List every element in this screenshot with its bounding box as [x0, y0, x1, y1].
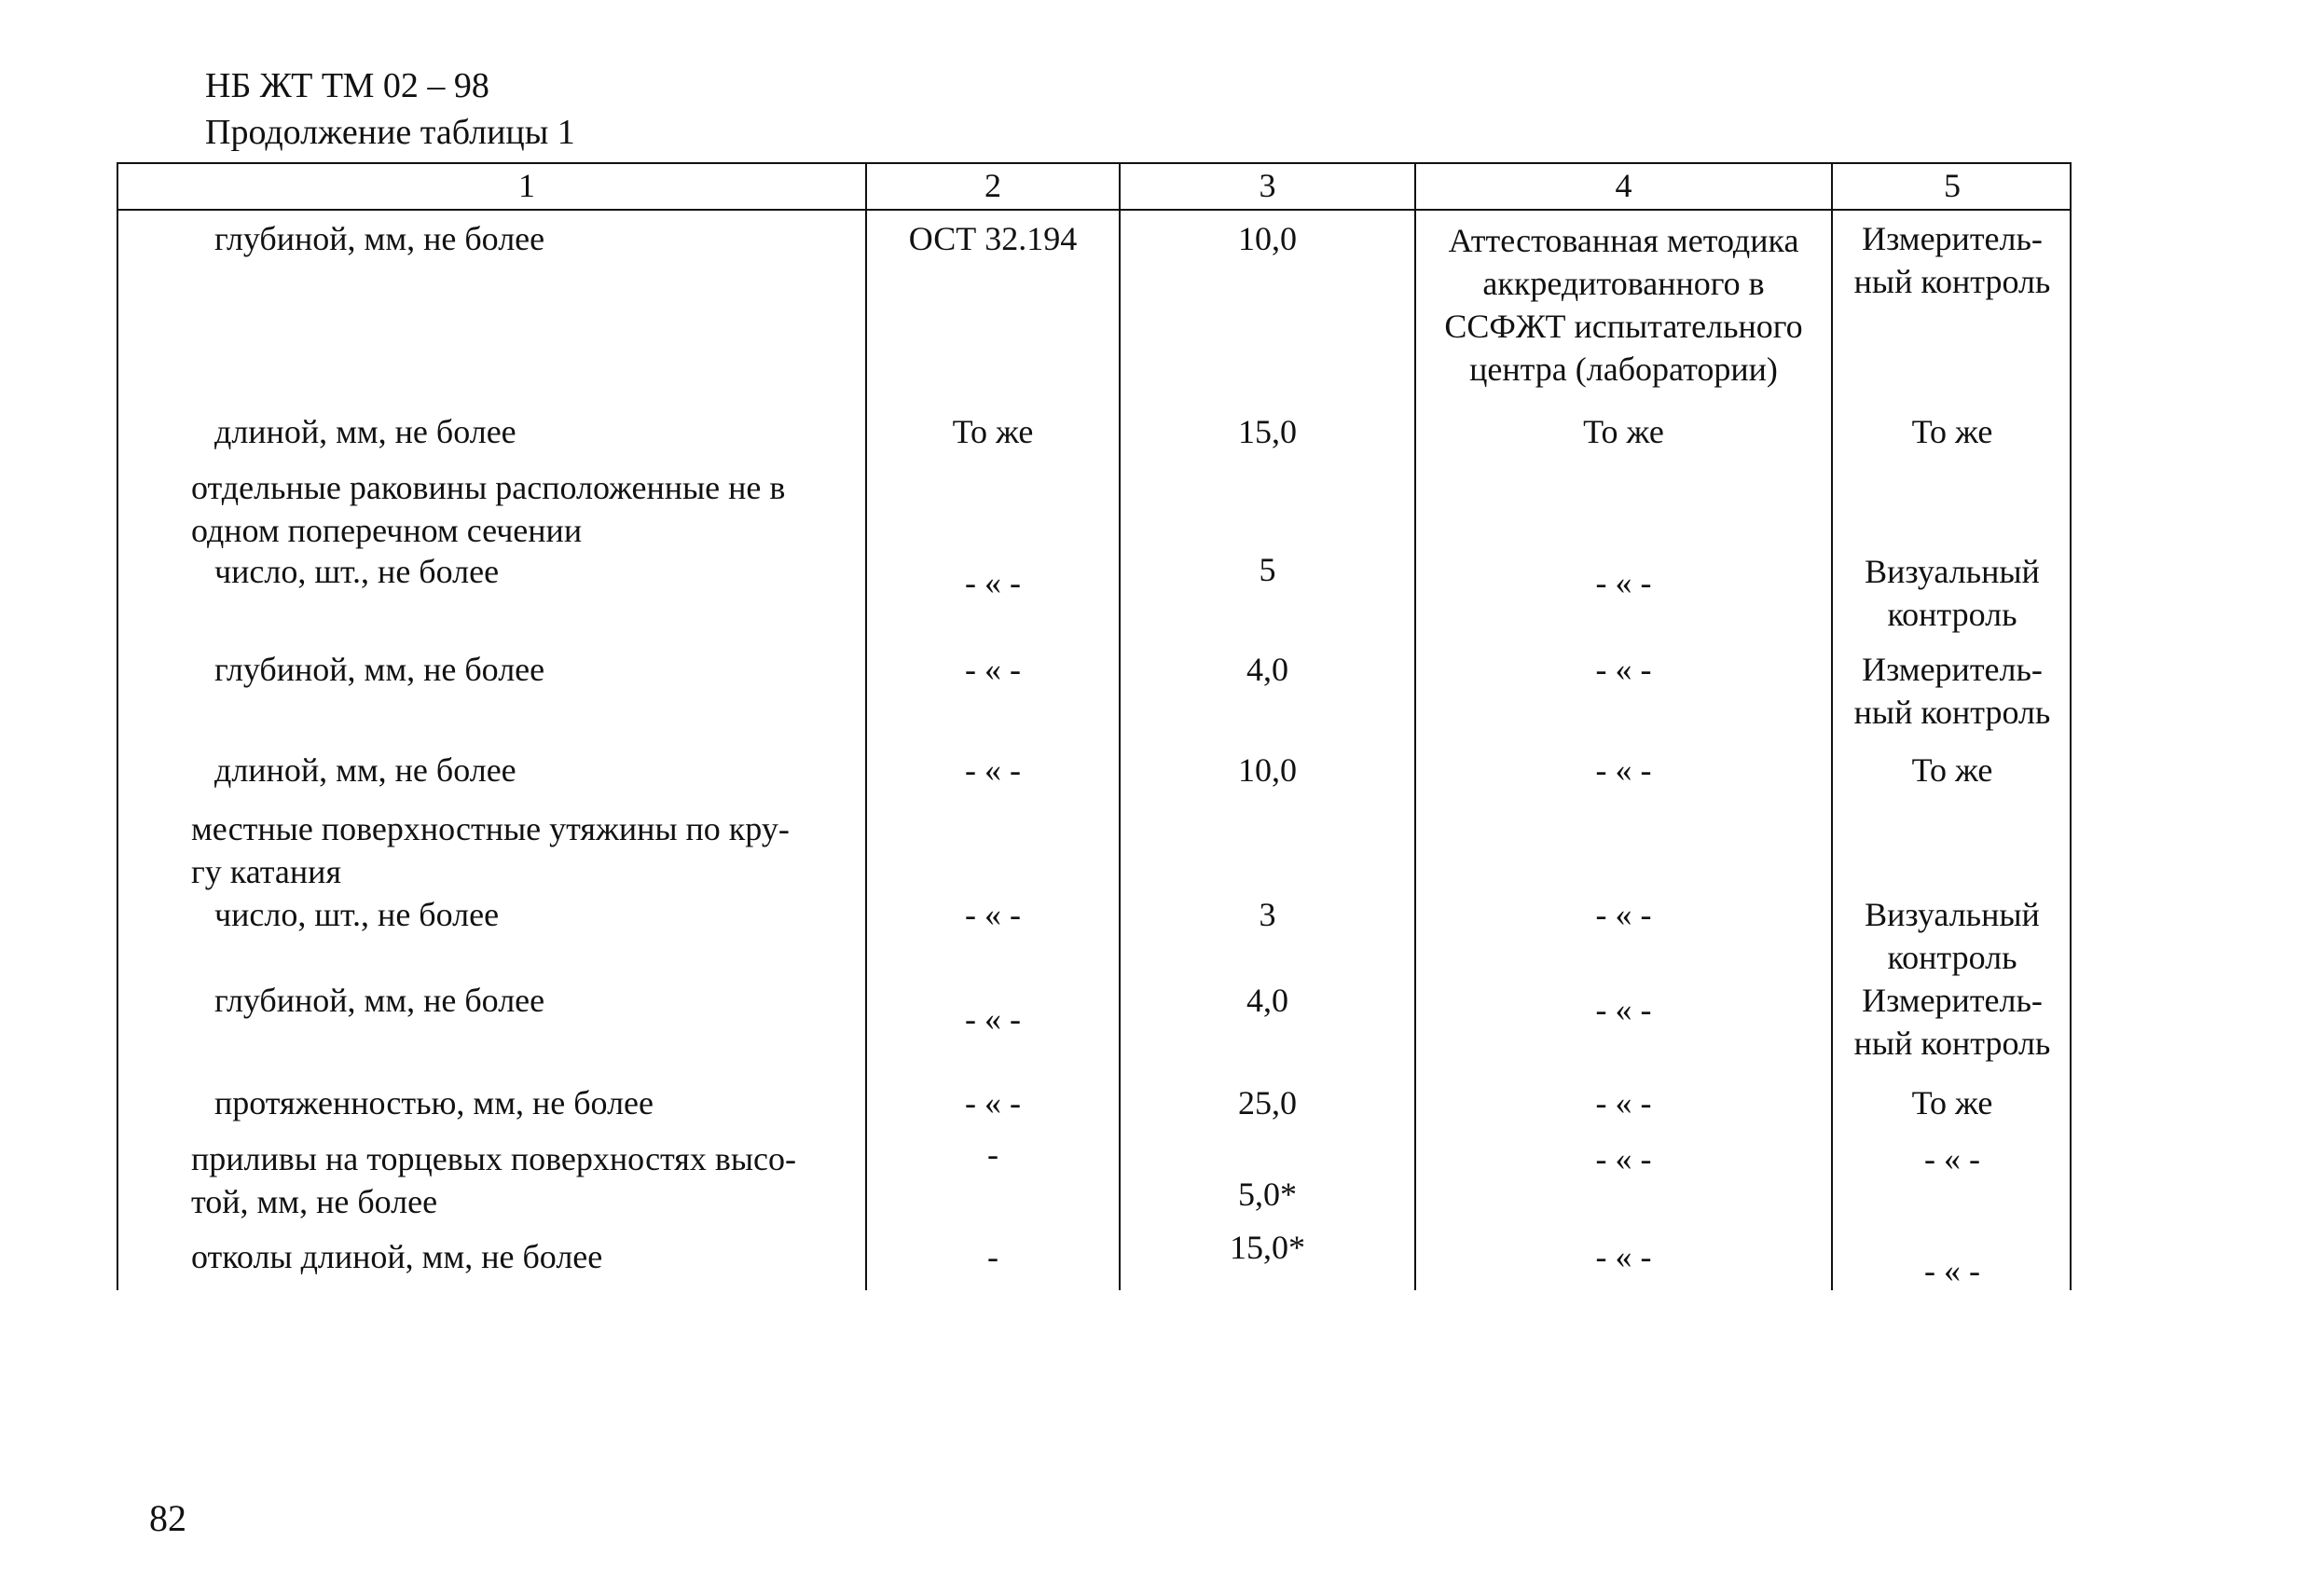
row-9-normative-doc: - « - — [965, 1000, 1021, 1038]
table-continuation-caption: Продолжение таблицы 1 — [205, 113, 575, 152]
row-4-control-line-2: контроль — [1887, 596, 2017, 633]
row-10-control-type: То же — [1911, 1084, 1993, 1121]
row-5-control-type — [1833, 648, 2072, 734]
row-11-parameter-line-1: приливы на торцевых поверхностях высо- — [191, 1140, 797, 1177]
group-heading-cavities-line-2: одном поперечном сечении — [191, 512, 583, 549]
row-9-method: - « - — [1595, 991, 1652, 1028]
row-1-control-line-2: ный контроль — [1853, 263, 2051, 300]
row-11-normative-doc: - — [987, 1135, 998, 1173]
row-1-method-line-3: ССФЖТ испытательного — [1444, 308, 1803, 345]
row-4-method: - « - — [1595, 564, 1652, 601]
row-8-control-line-1: Визуальный — [1865, 896, 2040, 933]
row-1-control-type — [1833, 217, 2072, 303]
row-6-value: 10,0 — [1238, 751, 1297, 789]
row-8-parameter: число, шт., не более — [214, 896, 500, 933]
row-9-value: 4,0 — [1246, 982, 1288, 1019]
row-8-method: - « - — [1595, 896, 1652, 933]
row-5-control-line-1: Измеритель- — [1862, 651, 2043, 688]
row-11-parameter-line-2: той, мм, не более — [191, 1183, 438, 1220]
row-2-normative-doc: То же — [952, 413, 1034, 450]
row-6-normative-doc: - « - — [965, 751, 1021, 789]
row-1-method-line-4: центра (лаборатории) — [1469, 351, 1778, 388]
row-1-method-line-1: Аттестованная методика — [1448, 222, 1799, 259]
row-6-parameter: длиной, мм, не более — [214, 751, 516, 789]
row-12-control-type: - « - — [1924, 1252, 1980, 1289]
header-row-border — [117, 209, 2072, 211]
row-9-parameter: глубиной, мм, не более — [214, 982, 545, 1019]
row-6-method: - « - — [1595, 751, 1652, 789]
group-heading-cavities-line-1: отдельные раковины расположенные не в — [191, 469, 786, 506]
group-heading-cavities — [191, 466, 862, 552]
column-header-3: 3 — [1259, 167, 1276, 204]
row-8-control-line-2: контроль — [1887, 939, 2017, 976]
row-5-value: 4,0 — [1246, 651, 1288, 688]
row-9-control-type — [1833, 979, 2072, 1065]
row-11-value: 5,0* — [1238, 1176, 1297, 1213]
row-2-method: То же — [1583, 413, 1664, 450]
document-code: НБ ЖТ ТМ 02 – 98 — [205, 66, 489, 105]
row-10-parameter: протяженностью, мм, не более — [214, 1084, 654, 1121]
row-11-parameter — [191, 1137, 862, 1223]
row-2-value: 15,0 — [1238, 413, 1297, 450]
row-4-parameter: число, шт., не более — [214, 553, 500, 590]
row-11-control-type: - « - — [1924, 1140, 1980, 1177]
column-header-2: 2 — [984, 167, 1001, 204]
group-heading-shrinkage-line-1: местные поверхностные утяжины по кру- — [191, 810, 790, 847]
row-9-control-line-2: ный контроль — [1853, 1025, 2051, 1062]
row-1-method — [1416, 219, 1831, 391]
group-heading-shrinkage — [191, 807, 862, 893]
row-10-value: 25,0 — [1238, 1084, 1297, 1121]
column-header-5: 5 — [1944, 167, 1961, 204]
row-8-value: 3 — [1259, 896, 1276, 933]
row-5-method: - « - — [1595, 651, 1652, 688]
row-8-control-type — [1833, 893, 2072, 979]
row-12-normative-doc: - — [987, 1238, 998, 1275]
row-1-value: 10,0 — [1238, 220, 1297, 257]
row-4-normative-doc: - « - — [965, 564, 1021, 601]
row-5-normative-doc: - « - — [965, 651, 1021, 688]
row-10-normative-doc: - « - — [965, 1084, 1021, 1121]
row-8-normative-doc: - « - — [965, 896, 1021, 933]
row-5-parameter: глубиной, мм, не более — [214, 651, 545, 688]
row-10-method: - « - — [1595, 1084, 1652, 1121]
row-4-value: 5 — [1259, 551, 1276, 588]
row-9-control-line-1: Измеритель- — [1862, 982, 2043, 1019]
row-1-control-line-1: Измеритель- — [1862, 220, 2043, 257]
column-header-1: 1 — [518, 167, 535, 204]
row-4-control-line-1: Визуальный — [1865, 553, 2040, 590]
row-1-normative-doc: ОСТ 32.194 — [908, 220, 1078, 257]
row-12-parameter: отколы длиной, мм, не более — [191, 1238, 603, 1275]
row-11-method: - « - — [1595, 1140, 1652, 1177]
row-5-control-line-2: ный контроль — [1853, 694, 2051, 731]
row-4-control-type — [1833, 550, 2072, 636]
row-1-parameter: глубиной, мм, не более — [214, 220, 545, 257]
column-header-4: 4 — [1615, 167, 1632, 204]
row-12-value: 15,0* — [1230, 1229, 1305, 1266]
row-12-method: - « - — [1595, 1238, 1652, 1275]
group-heading-shrinkage-line-2: гу катания — [191, 853, 341, 890]
row-6-control-type: То же — [1911, 751, 1993, 789]
row-1-method-line-2: аккредитованного в — [1482, 265, 1765, 302]
column-border-left — [117, 162, 118, 1290]
page-number: 82 — [149, 1497, 186, 1539]
row-2-control-type: То же — [1911, 413, 1993, 450]
row-2-parameter: длиной, мм, не более — [214, 413, 516, 450]
